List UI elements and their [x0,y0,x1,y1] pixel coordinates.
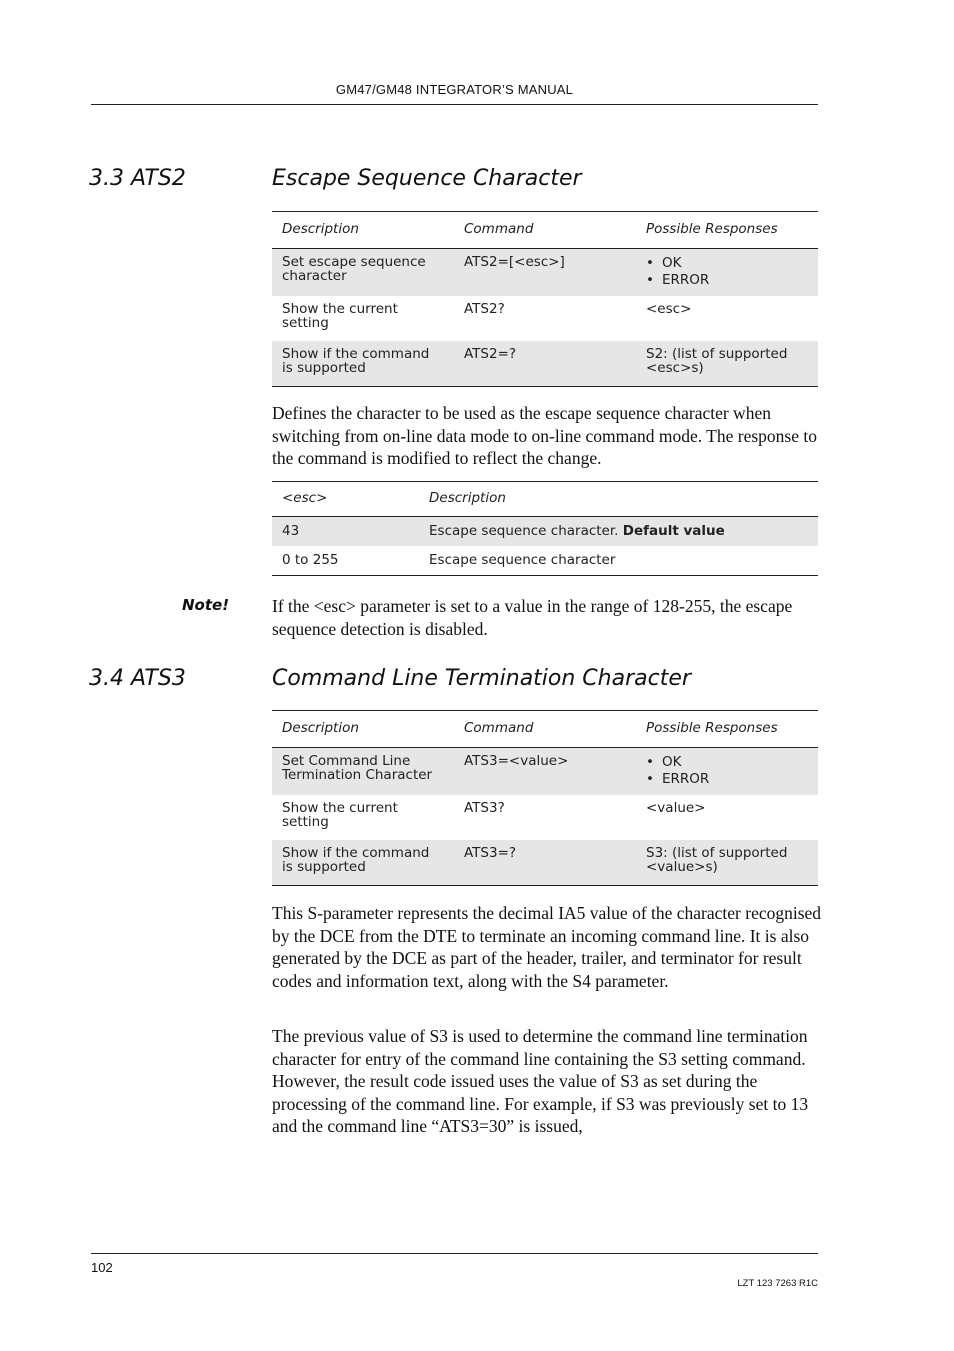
table-row [272,840,818,886]
section-number: 3.4 ATS3 [89,666,186,691]
response-item: • OK [646,255,808,272]
note-text: If the <esc> parameter is set to a value in the range of 128-255, the escape sequence detection is disabled. [272,596,793,639]
response-item: • ERROR [646,771,808,788]
value-description: Escape sequence character. [429,523,623,539]
document-id: LZT 123 7263 R1C [737,1278,818,1289]
table-row [272,296,818,341]
description-cell: Show if the command is supported [272,341,454,387]
column-header: Description [419,482,818,517]
esc-value-table [272,481,818,576]
responses-cell [636,249,818,297]
command-cell: ATS2=? [454,341,636,387]
value-cell: 43 [272,517,419,547]
note-label: Note! [182,596,230,614]
body-paragraph: This S-parameter represents the decimal IA5 value of the character recognised by the DCE from the DTE to terminate an incoming command line. It is also generated by the DCE as part of the header, trailer, and terminator for result codes and information text, along with the S4 parameter. [272,903,822,991]
table-row [272,795,818,840]
command-cell: ATS2? [464,301,505,317]
column-header: Possible Responses [636,711,818,748]
value-description-cell [419,517,818,547]
ats2-command-table [272,211,818,387]
value-description-cell: Escape sequence character [419,546,818,576]
column-header: Command [454,212,636,249]
section-title: Escape Sequence Character [272,166,582,191]
description-cell: Set escape sequence character [272,249,454,297]
value-cell: 0 to 255 [272,546,419,576]
table-row [272,517,818,547]
table-header-row [272,482,818,517]
default-value-label: Default value [622,523,725,539]
response-item: • ERROR [646,272,808,289]
response-item: • OK [646,754,808,771]
command-cell: ATS3? [464,800,505,816]
running-header: GM47/GM48 INTEGRATOR’S MANUAL [335,82,574,97]
column-header: Possible Responses [636,212,818,249]
table-row [272,546,818,576]
table-header-row [272,212,818,249]
command-cell: ATS3=? [454,840,636,886]
column-header: <esc> [272,482,419,517]
section-title: Command Line Termination Character [272,666,691,691]
table-row [272,249,818,297]
description-cell: Show the current setting [282,800,398,830]
table-header-row [272,711,818,748]
responses-cell: S2: (list of supported <esc>s) [636,341,818,387]
column-header: Description [272,212,454,249]
header-rule [91,104,818,105]
description-cell: Show if the command is supported [272,840,454,886]
section-number: 3.3 ATS2 [89,166,186,191]
table-row [272,341,818,387]
description-cell: Set Command Line Termination Character [272,748,454,796]
table-row [272,748,818,796]
responses-cell: S3: (list of supported <value>s) [636,840,818,886]
column-header: Description [272,711,454,748]
column-header: Command [454,711,636,748]
description-cell: Show the current setting [282,301,398,331]
footer-rule [91,1253,818,1254]
responses-cell: <value> [646,800,706,816]
body-paragraph: Defines the character to be used as the escape sequence character when switching from on-line data mode to on-line command mode. The response to the command is modified to reflect the change. [272,403,817,468]
responses-cell: <esc> [646,301,692,317]
ats3-command-table [272,710,818,886]
page-number: 102 [91,1260,113,1275]
responses-cell [636,748,818,796]
body-paragraph: The previous value of S3 is used to determine the command line termination character for entry of the command line containing the S3 setting command. However, the result code issued uses the value of S3 as set during the processing of the command line. For example, if S3 was previously set to 13 and the command line “ATS3=30” is issued, [272,1026,809,1136]
command-cell: ATS3=<value> [454,748,636,796]
command-cell: ATS2=[<esc>] [454,249,636,297]
